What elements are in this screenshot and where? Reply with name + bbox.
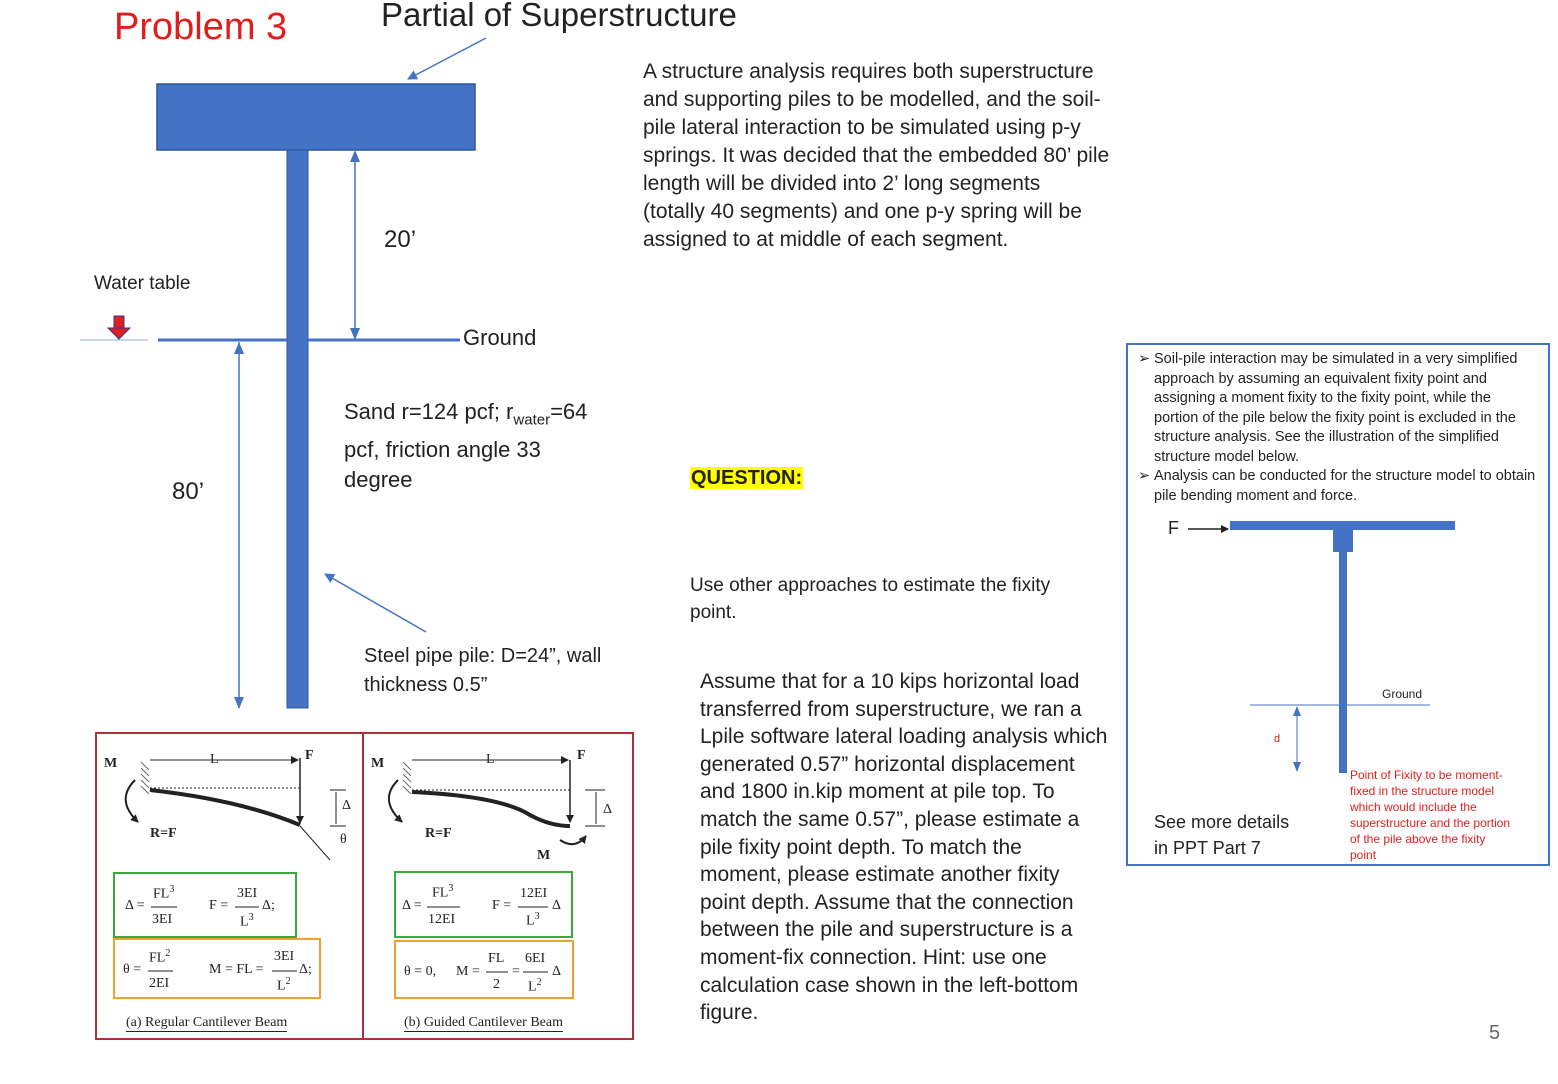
dim-80-label: 80’ (172, 478, 205, 505)
intro-line: pile lateral interaction to be simulated using p-y (643, 116, 1081, 139)
question-line: figure. (700, 1001, 759, 1025)
question-line: transferred from superstructure, we ran a (700, 697, 1082, 721)
task-line: point. (690, 602, 737, 623)
fixity-depth-label: d (1274, 733, 1281, 745)
fixity-note-line: fixed in the structure model (1350, 784, 1495, 798)
side-bullet-2 (1138, 467, 1549, 506)
intro-line: and supporting piles to be modelled, and the soil- (643, 88, 1101, 111)
side-bullet-line: structure model below. (1154, 448, 1300, 465)
problem-title: Problem 3 (114, 6, 288, 48)
question-line: calculation case shown in the left-bottom (700, 973, 1079, 997)
see-more-line: in PPT Part 7 (1154, 838, 1261, 858)
regular-cantilever-drawing (126, 758, 346, 860)
intro-paragraph (643, 58, 1123, 254)
pile-pointer-arrow (325, 574, 426, 632)
intro-line: length will be divided into 2’ long segments (643, 172, 1041, 195)
side-bullet-line: structure analysis. See the illustration of the simplified (1154, 429, 1499, 445)
intro-line: A structure analysis requires both superstructure (643, 60, 1094, 83)
regular-caption: (a) Regular Cantilever Beam (126, 1015, 288, 1030)
model-ground-label: Ground (1382, 687, 1423, 701)
question-body (700, 668, 1120, 1027)
regular-reaction-label: R=F (150, 826, 177, 841)
question-line: moment-fix connection. Hint: use one (700, 945, 1047, 969)
side-bullet-line: Analysis can be conducted for the structure model to obtain (1154, 468, 1536, 484)
task-line: Use other approaches to estimate the fixity (690, 575, 1051, 596)
regular-moment-label: M (104, 756, 118, 771)
dim-20-label: 20’ (384, 226, 417, 253)
regular-delta-label: Δ (342, 798, 352, 813)
fixity-point-note (1350, 767, 1510, 863)
partial-superstructure-title: Partial of Superstructure (381, 0, 737, 33)
guided-delta-label: Δ (603, 802, 613, 817)
regular-force-label: F (305, 748, 314, 763)
intro-line: (totally 40 segments) and one p-y spring will be (643, 200, 1082, 223)
side-bullet-line: assigning a moment fixity to the fixity point, while the (1154, 390, 1491, 406)
guided-force-label: F (577, 748, 586, 763)
pile-description: Steel pipe pile: D=24”, wall thickness 0.5” (364, 645, 602, 696)
fixity-note-line: Point of Fixity to be moment- (1350, 768, 1503, 782)
bullet-arrow-icon: ➢ (1138, 351, 1151, 367)
fixity-note-line: of the pile above the fixity (1350, 832, 1486, 846)
model-force-label: F (1168, 518, 1179, 538)
fixity-note-line: superstructure and the portion (1350, 816, 1511, 830)
guided-cantilever-drawing (389, 760, 605, 844)
page-number: 5 (1489, 1022, 1501, 1044)
question-task (690, 572, 1050, 626)
fixity-note-line: point (1350, 848, 1377, 862)
regular-length-label: L (210, 752, 219, 767)
regular-theta-label: θ (340, 832, 347, 847)
intro-line: springs. It was decided that the embedded 80’ pile (643, 144, 1110, 167)
question-label: QUESTION: (691, 467, 803, 489)
question-line: Assume that for a 10 kips horizontal load (700, 670, 1080, 693)
side-bullet-1 (1138, 350, 1549, 467)
side-bullet-line: portion of the pile below the fixity point is excluded in the (1154, 409, 1516, 426)
regular-deflection-formula-box: Δ = $FL^3$ 3EI F = 3EI $L^3$ Δ; (113, 872, 297, 938)
fixity-note-line: which would include the (1350, 800, 1477, 814)
title-pointer-arrow (408, 38, 486, 79)
question-line: pile fixity point depth. To match the (700, 835, 1022, 859)
ground-label: Ground (463, 325, 537, 350)
question-line: between the pile and superstructure is a (700, 918, 1073, 942)
side-bullet-line: Soil-pile interaction may be simulated in a very simplified (1154, 351, 1518, 367)
guided-end-moment-label: M (537, 848, 551, 863)
question-line: and 1800 in.kip moment at pile top. To (700, 780, 1055, 804)
see-more-line: See more details (1154, 812, 1290, 832)
soil-properties: Sand r=124 pcf; $r_{water}=64$ pcf, friction angle 33 degree (344, 399, 588, 493)
pile (287, 150, 308, 708)
side-panel (1126, 343, 1550, 866)
water-table-label: Water table (94, 273, 191, 294)
side-bullet-line: pile bending moment and force. (1154, 487, 1358, 504)
question-line: Lpile software lateral loading analysis which (700, 725, 1108, 749)
water-table-arrow-icon (108, 316, 130, 339)
question-line: generated 0.57” horizontal displacement (700, 752, 1075, 776)
question-line: match the same 0.57”, please estimate a (700, 807, 1080, 831)
bullet-arrow-icon: ➢ (1138, 468, 1151, 484)
side-bullet-line: approach by assuming an equivalent fixity point and (1154, 370, 1487, 387)
question-line: point depth. Assume that the connection (700, 890, 1074, 914)
superstructure-cap (157, 84, 475, 150)
see-more-note (1154, 809, 1289, 861)
guided-caption: (b) Guided Cantilever Beam (404, 1015, 564, 1030)
question-line: moment, please estimate another fixity (700, 863, 1060, 887)
intro-line: assigned to at middle of each segment. (643, 228, 1009, 251)
guided-reaction-label: R=F (425, 826, 452, 841)
regular-slope-moment-formula-box: θ = $FL^2$ 2EI M = FL = 3EI $L^2$ Δ; (113, 938, 321, 999)
guided-slope-moment-formula-box: θ = 0, M = FL 2 = 6EI $L^2$ Δ (394, 940, 574, 999)
guided-deflection-formula-box: Δ = $FL^3$ 12EI F = 12EI $L^3$ Δ (394, 871, 573, 938)
guided-moment-label: M (371, 756, 385, 771)
guided-length-label: L (486, 752, 495, 767)
